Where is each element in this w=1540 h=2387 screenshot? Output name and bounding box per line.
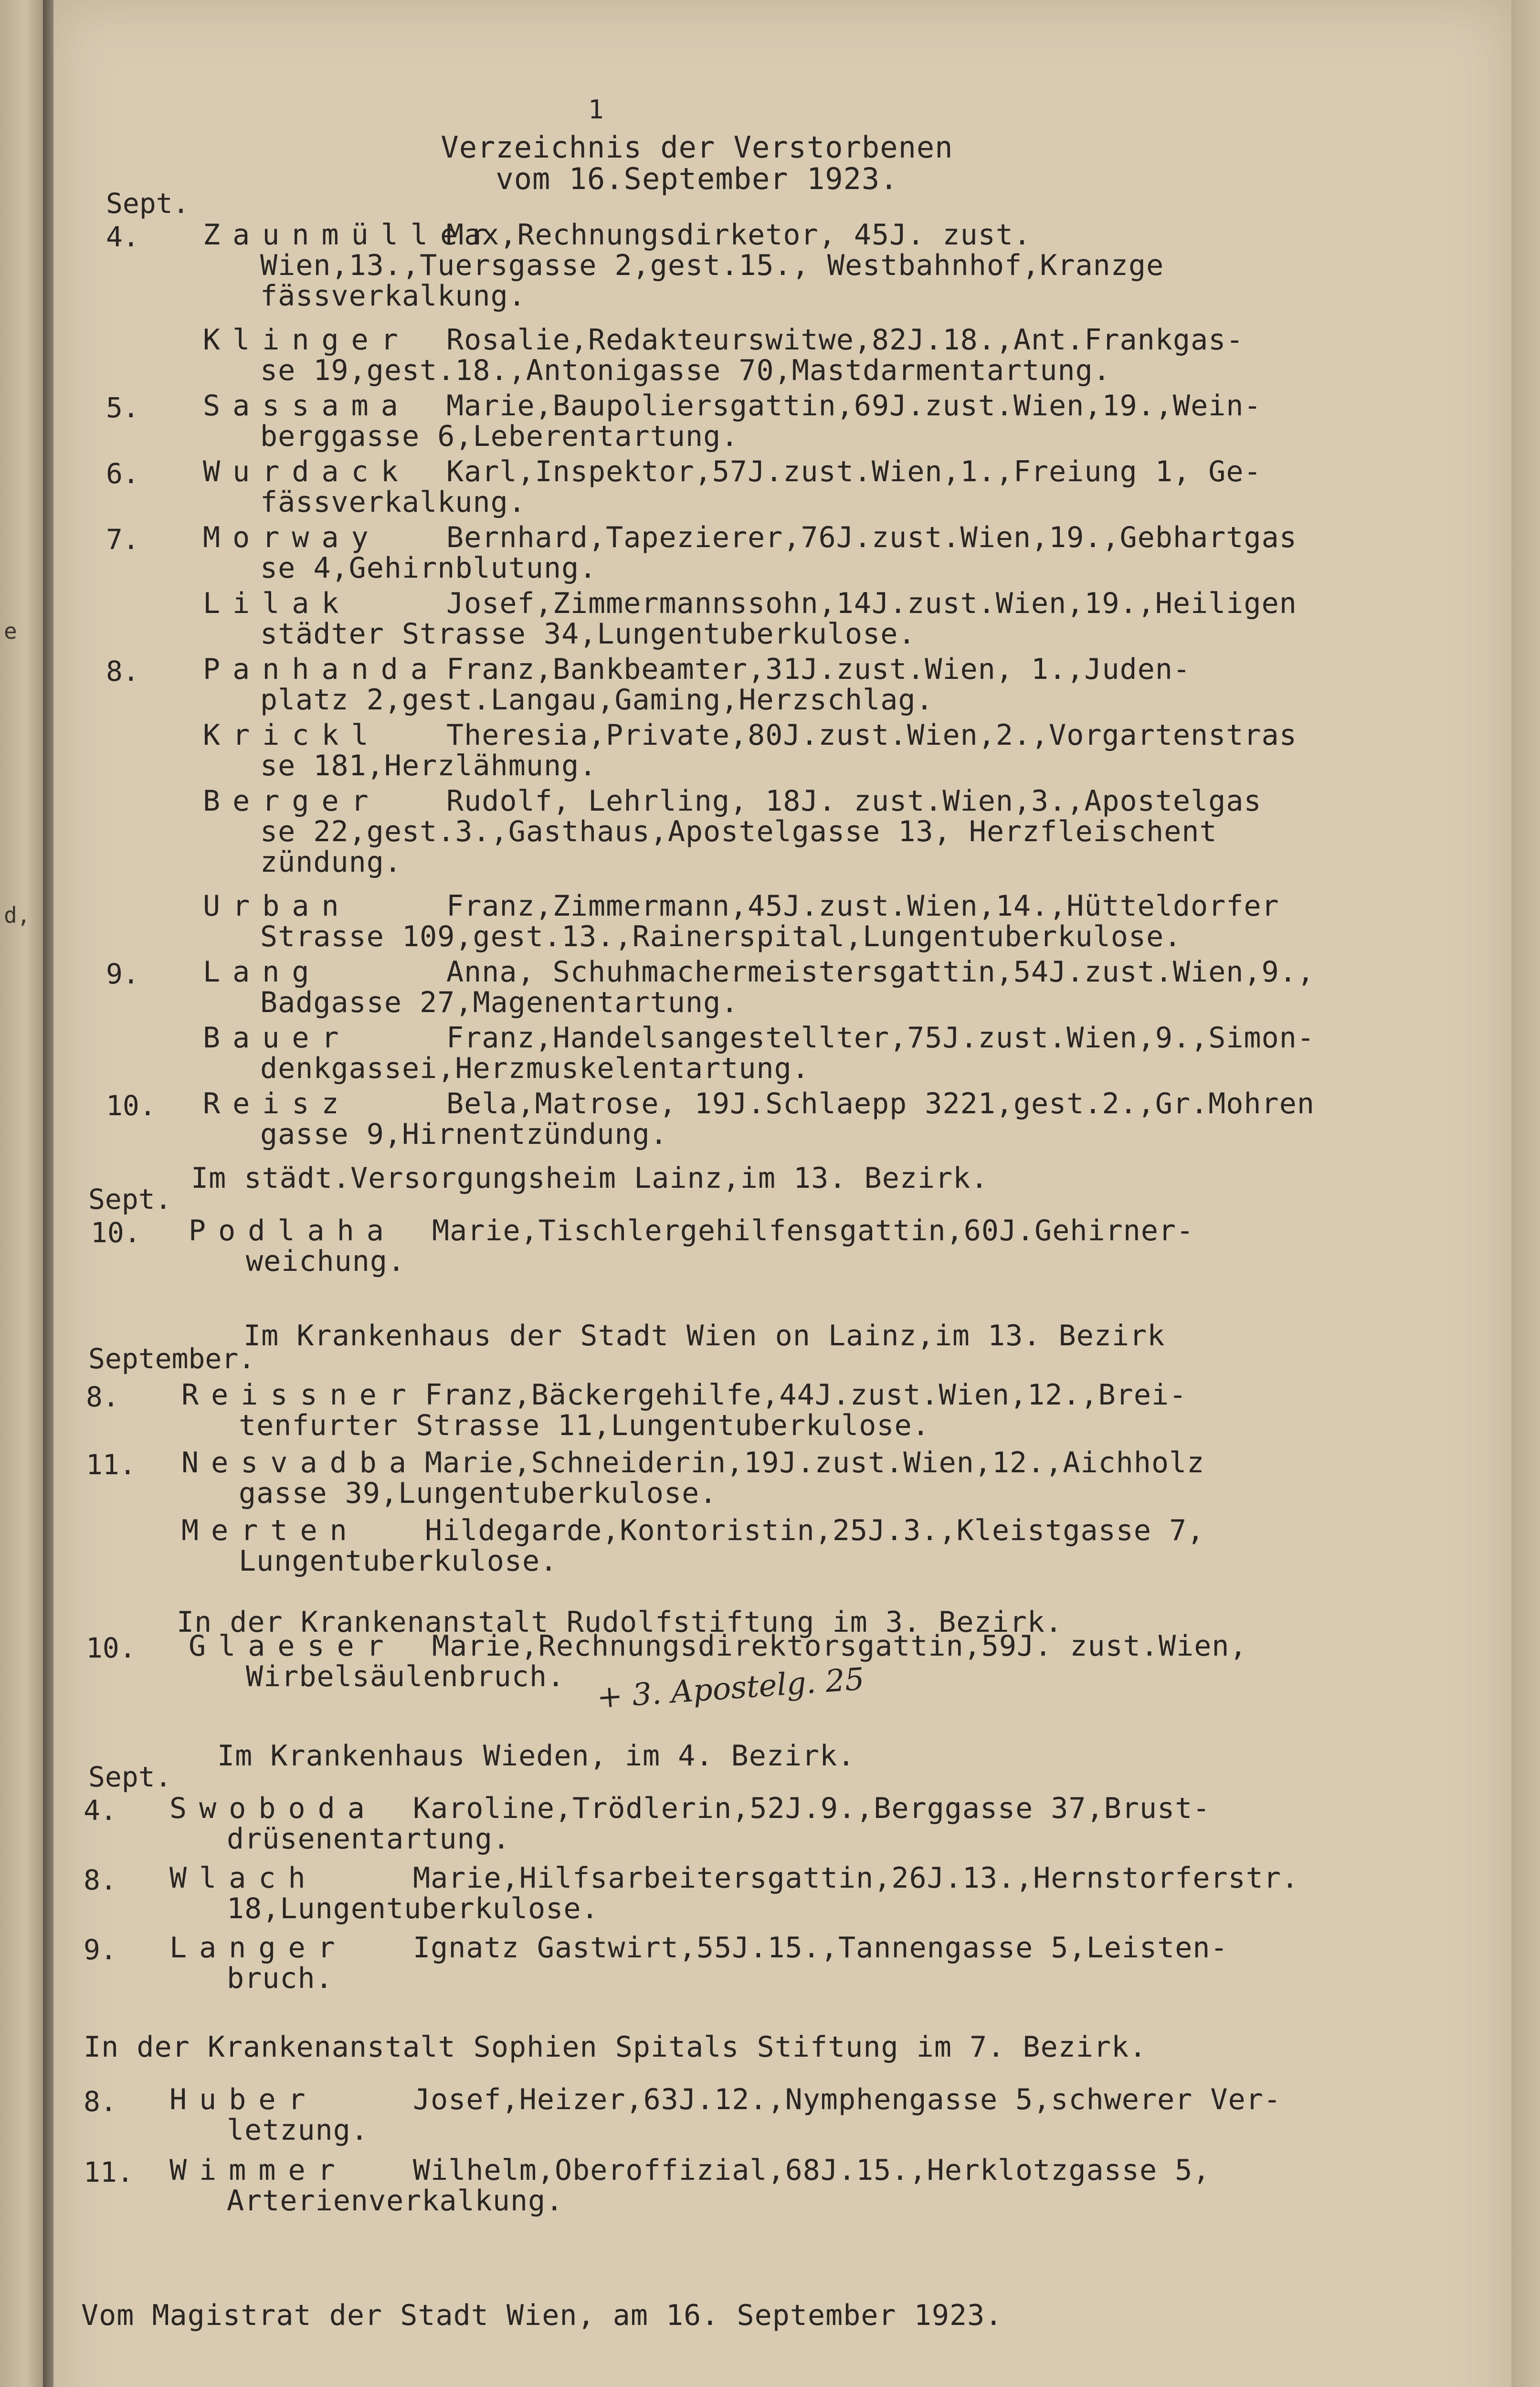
entry-text-line: Karoline,Trödlerin,52J.9.,Berggasse 37,Brust- xyxy=(413,1792,1211,1825)
entry-surname: Huber xyxy=(169,2083,318,2116)
entry-text-line: Franz,Bäckergehilfe,44J.zust.Wien,12.,Brei- xyxy=(425,1378,1187,1412)
entry-date: 11. xyxy=(84,2156,134,2188)
entry-surname: Nesvadba xyxy=(181,1446,419,1479)
book-gutter xyxy=(43,0,53,2387)
entry-surname: Wimmer xyxy=(169,2154,348,2187)
entry-text-line: tenfurter Strasse 11,Lungentuberkulose. xyxy=(239,1409,930,1442)
entry-text-line: weichung. xyxy=(246,1245,406,1278)
entry-text-line: Franz,Zimmermann,45J.zust.Wien,14.,Hütteldorfer xyxy=(446,889,1279,923)
entry-text-line: Hildegarde,Kontoristin,25J.3.,Kleistgasse 7, xyxy=(425,1514,1205,1547)
entry-text-line: zündung. xyxy=(260,845,402,879)
entry-surname: Reisz xyxy=(203,1087,351,1120)
entry-date: 9. xyxy=(84,1933,117,1966)
entry-text-line: Marie,Tischlergehilfensgattin,60J.Gehirner- xyxy=(432,1214,1194,1247)
entry-date: 8. xyxy=(86,1381,119,1413)
entry-text-line: drüsenentartung. xyxy=(227,1822,510,1856)
entry-text-line: Bela,Matrose, 19J.Schlaepp 3221,gest.2.,Gr.Mohren xyxy=(446,1087,1315,1120)
entry-text-line: bruch. xyxy=(227,1962,333,1995)
entry-text-line: Wirbelsäulenbruch. xyxy=(246,1660,565,1693)
entry-date: 7. xyxy=(106,523,139,556)
entry-text-line: Rudolf, Lehrling, 18J. zust.Wien,3.,Apostelgas xyxy=(446,784,1262,818)
entry-date: 10. xyxy=(106,1089,156,1122)
entry-text-line: se 4,Gehirnblutung. xyxy=(260,551,597,585)
month-heading: Sept. xyxy=(88,1761,172,1793)
margin-fragment: e xyxy=(4,618,17,644)
entry-surname: Panhanda xyxy=(203,653,440,686)
entry-surname: Berger xyxy=(203,784,381,818)
entry-text-line: se 22,gest.3.,Gasthaus,Apostelgasse 13, Herzfleischent xyxy=(260,815,1217,848)
entry-surname: Morway xyxy=(203,521,381,554)
entry-text-line: Josef,Zimmermannssohn,14J.zust.Wien,19.,Heiligen xyxy=(446,587,1297,620)
section-heading: In der Krankenanstalt Rudolfstiftung im 3. Bezirk. xyxy=(177,1605,1063,1639)
entry-text-line: gasse 9,Hirnentzündung. xyxy=(260,1118,668,1151)
month-heading: Sept. xyxy=(88,1183,172,1215)
entry-date: 6. xyxy=(106,457,139,490)
document-title: Verzeichnis der Verstorbenen xyxy=(441,130,953,165)
entry-text-line: Marie,Baupoliersgattin,69J.zust.Wien,19.,Wein- xyxy=(446,389,1262,422)
entry-text-line: Badgasse 27,Magenentartung. xyxy=(260,986,739,1019)
page-edge xyxy=(1511,0,1540,2387)
entry-surname: Swoboda xyxy=(169,1792,377,1825)
entry-text-line: Rosalie,Redakteurswitwe,82J.18.,Ant.Frankgas- xyxy=(446,323,1244,357)
entry-date: 8. xyxy=(84,2085,117,2118)
handwritten-annotation: + 3. Apostelg. 25 xyxy=(596,1661,865,1716)
entry-surname: Merten xyxy=(181,1514,359,1547)
entry-surname: Urban xyxy=(203,889,351,923)
entry-text-line: städter Strasse 34,Lungentuberkulose. xyxy=(260,617,916,651)
entry-date: 8. xyxy=(106,655,139,687)
entry-text-line: Strasse 109,gest.13.,Rainerspital,Lungentuberkulose. xyxy=(260,920,1182,953)
margin-fragment: d, xyxy=(4,902,31,928)
entry-text-line: gasse 39,Lungentuberkulose. xyxy=(239,1477,717,1510)
entry-text-line: platz 2,gest.Langau,Gaming,Herzschlag. xyxy=(260,683,934,717)
entry-date: 9. xyxy=(106,958,139,990)
entry-surname: Wlach xyxy=(169,1861,318,1895)
entry-text-line: Arterienverkalkung. xyxy=(227,2184,564,2218)
entry-text-line: berggasse 6,Leberentartung. xyxy=(260,420,739,453)
page-number: 1 xyxy=(588,95,604,125)
entry-text-line: Max,Rechnungsdirketor, 45J. zust. xyxy=(446,218,1032,252)
entry-surname: Lilak xyxy=(203,587,351,620)
section-heading: In der Krankenanstalt Sophien Spitals Stiftung im 7. Bezirk. xyxy=(84,2030,1147,2064)
entry-text-line: Bernhard,Tapezierer,76J.zust.Wien,19.,Gebhartgas xyxy=(446,521,1297,554)
entry-date: 11. xyxy=(86,1448,136,1481)
entry-text-line: se 181,Herzlähmung. xyxy=(260,749,597,782)
section-heading: Im Krankenhaus Wieden, im 4. Bezirk. xyxy=(217,1739,855,1773)
section-heading: Im städt.Versorgungsheim Lainz,im 13. Bezirk. xyxy=(191,1162,989,1195)
entry-surname: Lang xyxy=(203,955,322,989)
entry-text-line: Marie,Hilfsarbeitersgattin,26J.13.,Hernstorferstr. xyxy=(413,1861,1299,1895)
entry-surname: Langer xyxy=(169,1931,348,1965)
month-heading: September. xyxy=(88,1342,255,1375)
entry-text-line: Wien,13.,Tuersgasse 2,gest.15., Westbahnhof,Kranzge xyxy=(260,249,1164,282)
entry-text-line: letzung. xyxy=(227,2113,369,2147)
footer-signature-line: Vom Magistrat der Stadt Wien, am 16. September 1923. xyxy=(81,2299,1003,2332)
entry-surname: Podlaha xyxy=(189,1214,396,1247)
entry-text-line: denkgassei,Herzmuskelentartung. xyxy=(260,1052,810,1085)
month-heading: Sept. xyxy=(106,187,190,220)
entry-surname: Sassama xyxy=(203,389,411,422)
entry-text-line: Josef,Heizer,63J.12.,Nymphengasse 5,schwerer Ver- xyxy=(413,2083,1282,2116)
entry-text-line: Theresia,Private,80J.zust.Wien,2.,Vorgartenstras xyxy=(446,718,1297,752)
entry-date: 10. xyxy=(91,1216,141,1249)
entry-surname: Glaeser xyxy=(189,1629,396,1663)
entry-text-line: Lungentuberkulose. xyxy=(239,1544,558,1578)
entry-text-line: fässverkalkung. xyxy=(260,486,526,519)
entry-date: 4. xyxy=(106,221,139,253)
entry-text-line: Franz,Handelsangestellter,75J.zust.Wien,9.,Simon- xyxy=(446,1021,1315,1055)
entry-surname: Wurdack xyxy=(203,455,411,488)
entry-surname: Klinger xyxy=(203,323,411,357)
entry-date: 10. xyxy=(86,1632,136,1664)
entry-text-line: Wilhelm,Oberoffizial,68J.15.,Herklotzgasse 5, xyxy=(413,2154,1211,2187)
entry-text-line: Marie,Rechnungsdirektorsgattin,59J. zust.Wien, xyxy=(432,1629,1247,1663)
entry-date: 5. xyxy=(106,391,139,424)
adjacent-page-edge xyxy=(0,0,43,2387)
entry-surname: Reissner xyxy=(181,1378,419,1412)
document-subtitle: vom 16.September 1923. xyxy=(496,161,898,196)
entry-surname: Bauer xyxy=(203,1021,351,1055)
entry-text-line: Franz,Bankbeamter,31J.zust.Wien, 1.,Juden- xyxy=(446,653,1191,686)
entry-text-line: Marie,Schneiderin,19J.zust.Wien,12.,Aichholz xyxy=(425,1446,1205,1479)
entry-date: 4. xyxy=(84,1794,117,1827)
entry-surname: Krickl xyxy=(203,718,381,752)
entry-text-line: se 19,gest.18.,Antonigasse 70,Mastdarmentartung. xyxy=(260,354,1111,387)
entry-text-line: Ignatz Gastwirt,55J.15.,Tannengasse 5,Leisten- xyxy=(413,1931,1228,1965)
entry-surname: Zaunmüller xyxy=(203,218,500,252)
entry-date: 8. xyxy=(84,1864,117,1896)
entry-text-line: Anna, Schuhmachermeistersgattin,54J.zust.Wien,9., xyxy=(446,955,1315,989)
section-heading: Im Krankenhaus der Stadt Wien on Lainz,im 13. Bezirk xyxy=(243,1319,1165,1352)
entry-text-line: fässverkalkung. xyxy=(260,279,526,313)
entry-text-line: 18,Lungentuberkulose. xyxy=(227,1892,599,1925)
entry-text-line: Karl,Inspektor,57J.zust.Wien,1.,Freiung 1, Ge- xyxy=(446,455,1262,488)
